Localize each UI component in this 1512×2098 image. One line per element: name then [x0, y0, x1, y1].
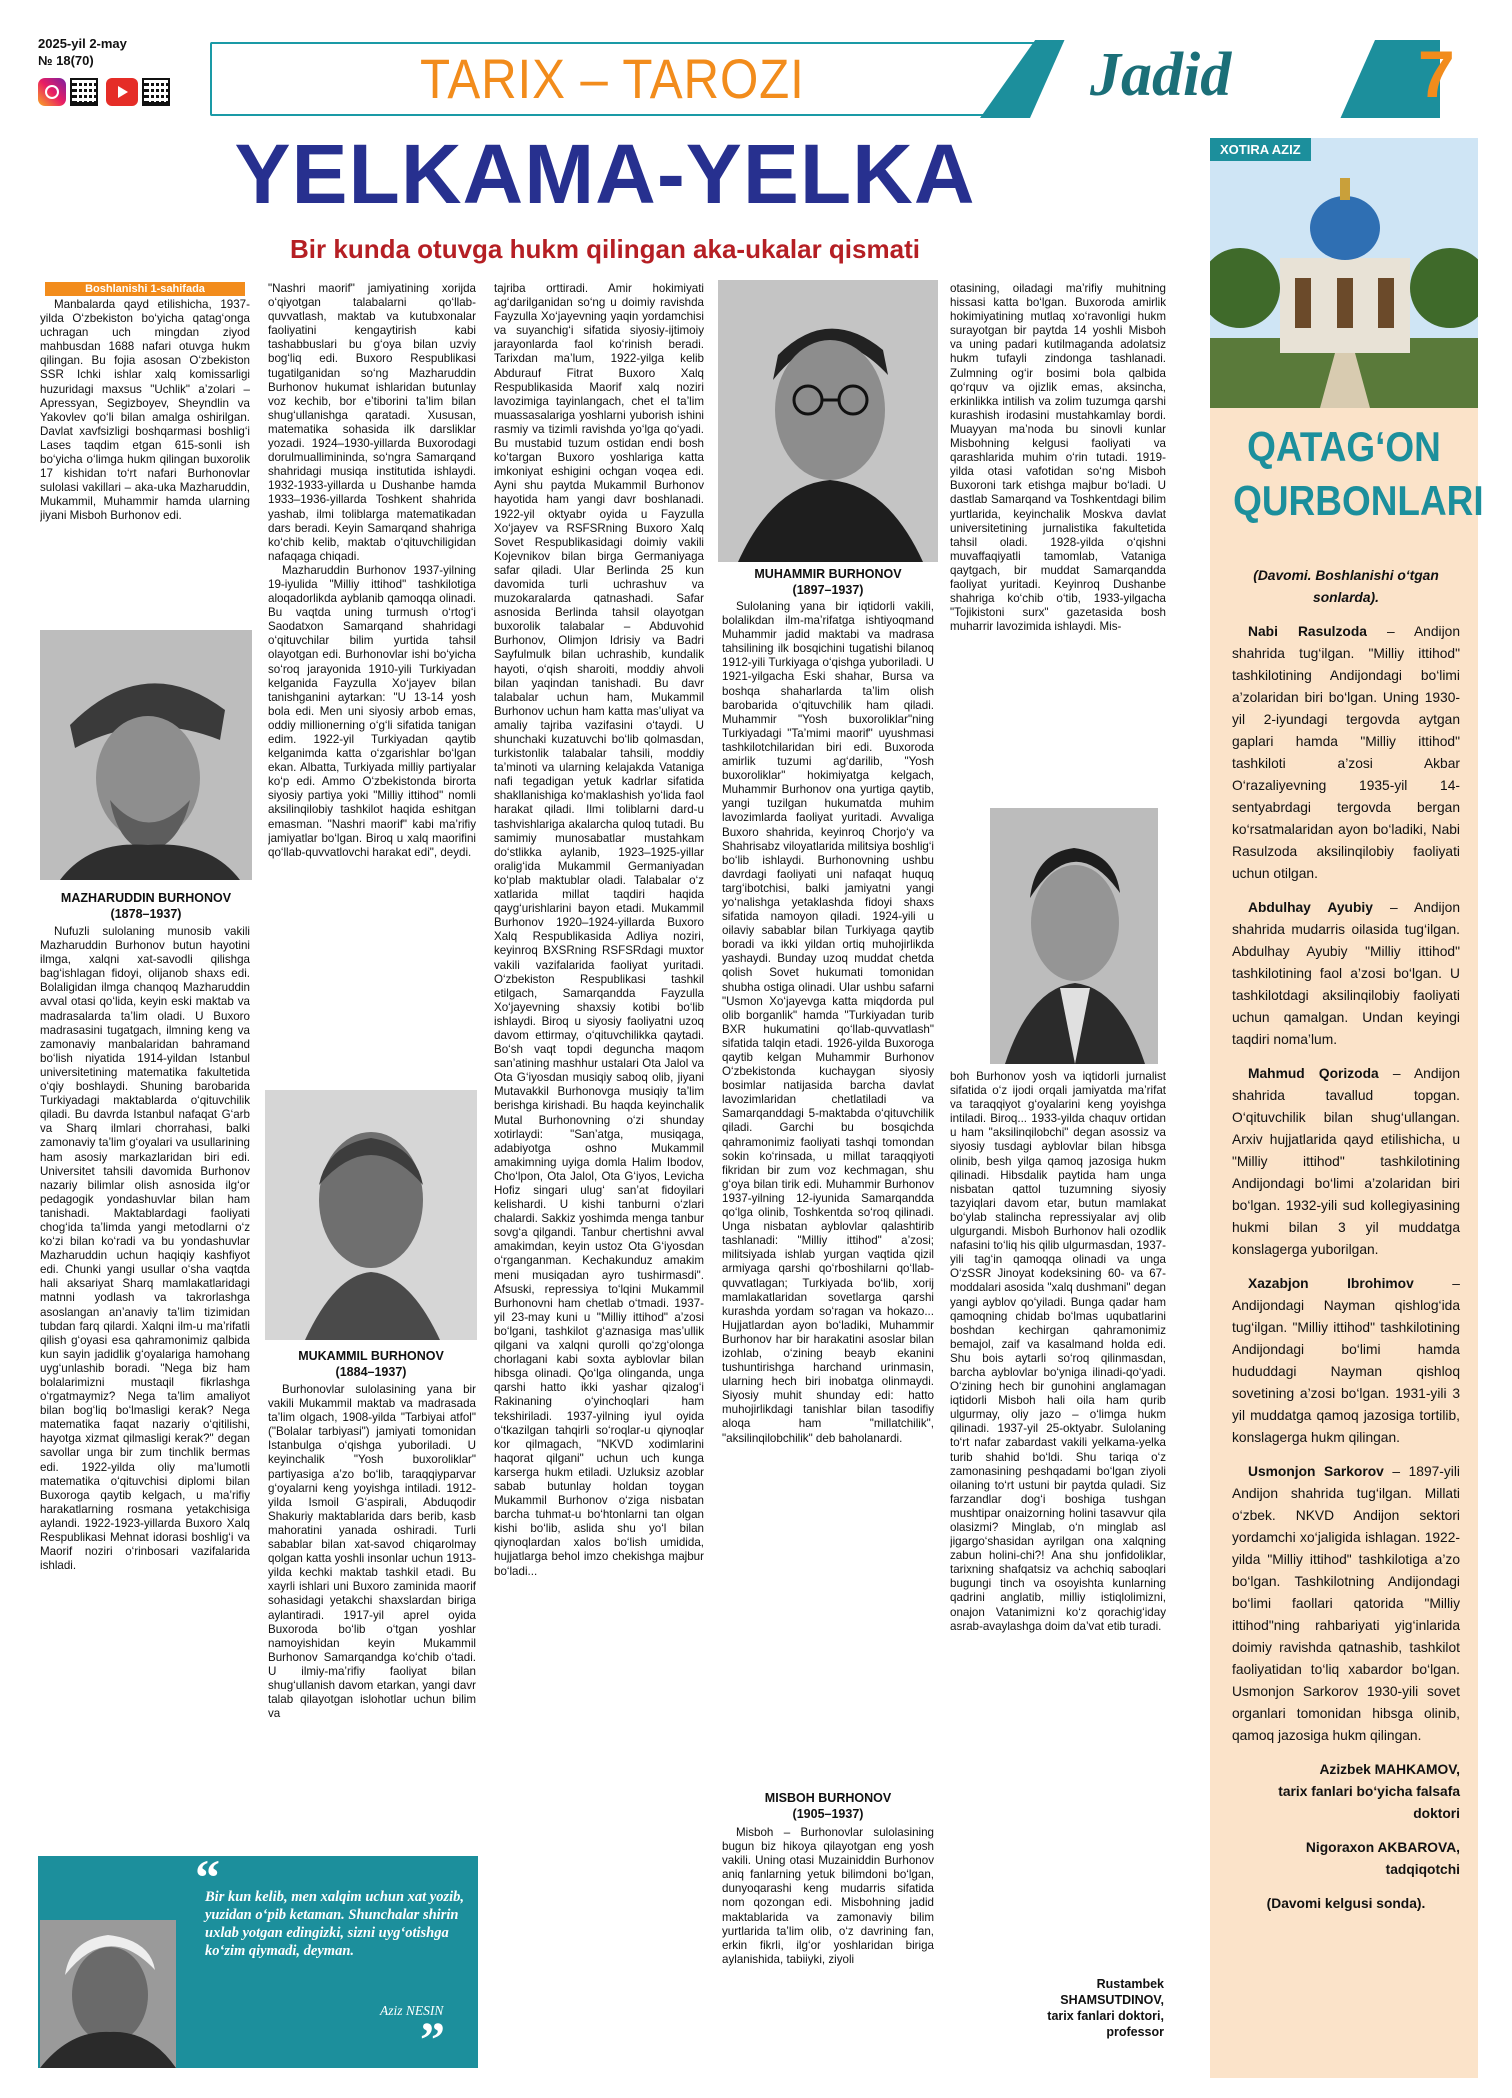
paragraph: tajriba orttiradi. Amir hokimiyati ag‘darilganidan so‘ng u doimiy ravishda Fayzulla Xo‘jayevning yaqin yordamchisi va suyanchig‘i sifatida siyosiy-ijtimoiy jarayonlarda faol ko‘rinish beradi. Tarixdan ma’lum, 1922-yilga kelib Abdurauf Fitrat Buxoro Xalq Respublikasida Maorif xalq noziri lavozimiga tayinlangach, chet el ta’lim muassasalariga yoshlarni yuborish ishini rasmiy va tizimli ravishda yo‘lga qo‘yadi. Bu mustabid tuzum ostidan endi bosh ko‘targan Buxoro yoshlariga katta imkoniyat eshigini ochgan voqea edi. Ayni shu paytda Mukammil Burhonov hayotida ham yangi davr boshlanadi. 1922-yil oktyabr oyida u Fayzulla Xo‘jayev va RSFSRning Buxoro Xalq Sovet Respublikasidagi doimiy vakili Kojevnikov bilan birga Germaniyaga safar qiladi. Ular Berlinda 25 kun davomida turli uchrashuv va muzokaralarda qatnashadi. Safar asnosida Berlinda tahsil olayotgan buxorolik talabalar – Abduvohid Burhonov, Olimjon Idrisiy va Badri Sayfulmulk bilan uchrashib, kundalik hayoti, o‘qish sharoiti, moddiy ahvoli bilan yaqindan tanishadi. Bu davr talabalar uchun ham, Mukammil Burhonov uchun ham katta mas’uliyat va amaliy tajriba vazifasini o‘taydi. U shunchaki kuzatuvchi bo‘lib qolmasdan, turkistonlik talabalar tahsili, moddiy ta’minoti va ularning kelajakda Vataniga nafi tegadigan yetuk kadrlar sifatida shakllanishiga ko‘maklashish yo‘lida faol harakat qiladi. Ilmi toliblarni dard-u tashvishlariga akalarcha quloq tutadi. Bu samimiy munosabatlar mustahkam do‘stlikka aylanib, 1923–1925-yillar oralig‘ida Mukammil Germaniyadan ko‘plab maktublar oladi. Talabalar o‘z xatlarida millat taqdiri haqida qayg‘urishlarini bayon etadi. Mukammil Burhonov 1920–1924-yillarda Buxoro Xalq Respublikasida Adliya noziri, keyinroq BXSRning RSFSRdagi muxtor vakili vazifalarida faoliyat yuritadi. O‘zbekiston Respublikasi tashkil etilgach, Samarqandda Fayzulla Xo‘jayevning shaxsiy kotibi bo‘lib ishlaydi. Biroq u siyosiy faoliyatni uzoq davom ettirmay, o‘qituvchilikka qaytadi. Bo‘sh vaqt topdi deguncha maqom san’atining mashhur ustalari Ota Jalol va Ota G‘iyosdan musiqiy saboq olib, jiyani Mutavakkil Burhonovga musiqiy ta’lim berishga kirishadi. Bu haqda keyinchalik Mutal Burhonovning o‘zi shunday xotirlaydi: "San’atga, musiqaga, adabiyotga oshno Mukammil amakimning uyiga domla Halim Ibodov, Cho‘lpon, Ota Jalol, Ota G‘iyos, Levicha Hofiz singari ulug‘ san’at fidoyilari kelishardi. U kishi tanburni o‘zlari chalardi. Sakkiz yoshimda menga tanbur sovg‘a qilgandi. Tanbur chertishni avval amakimdan, keyin ustoz Ota G‘iyosdan o‘rganganman. Kechakunduz amakim meni musiqadan ayro tushirmasdi". Afsuski, repressiya to‘lqini Mukammil Burhonovni ham chetlab o‘tmadi. 1937-yil 23-may kuni u "Milliy ittihod" a’zosi bo‘lgani, tashkilot g‘aznasiga mas’ullik qilgani va xalqni qurolli qo‘zg‘olonga chorlagani kabi soxta ayblovlar bilan hibsga olinadi. Qo‘lga olinganda, unga qarshi hatto ikki yashar qizalog‘i Rakinaning o‘yinchoqlari ham tekshiriladi. 1937-yilning iyul oyida o‘tkazilgan tahqirli so‘roqlar-u qiynoqlar kor qilmagach, "NKVD xodimlarini haqorat qilgani" uchun uch kunga karserga hukm etiladi. Uzluksiz azoblar sabab butunlay holdan toygan Mukammil Burhonov o‘ziga nisbatan barcha tuhmat-u bo‘htonlarni tan olgan kishi bo‘lib, aslida shu yo‘l bilan qiynoqlardan xalos bo‘lish umidida, hujjatlarga behol imzo chekishga majbur bo‘ladi... — [494, 282, 704, 1578]
portrait-misboh — [990, 808, 1158, 1064]
author-name: Nigoraxon AKBAROVA, — [1305, 1840, 1460, 1855]
caption-name: MAZHARUDDIN BURHONOV — [60, 891, 232, 905]
author-name: Azizbek MAHKAMOV, — [1319, 1762, 1460, 1777]
instagram-icon[interactable] — [38, 78, 66, 106]
entry-name: Abdulhay Ayubiy — [1248, 900, 1373, 915]
quote-open-icon: “ — [195, 1849, 220, 1905]
quote-close-icon: ” — [420, 2011, 445, 2067]
portrait-muhammir — [718, 280, 938, 562]
column-5-bottom — [950, 1070, 1166, 1970]
sidebar-author-2 — [1232, 1837, 1460, 1881]
caption-mazharuddin — [40, 890, 252, 922]
sidebar-entry — [1232, 1063, 1460, 1261]
portrait-mazharuddin — [40, 630, 252, 880]
paragraph: Mazharuddin Burhonov 1937-yilning 19-iyulida "Milliy ittihod" tashkilotiga aloqadorlikda ayblanib qamoqqa olinadi. Bu vaqtda uning turmush o‘rtog‘i Saodatxon Samarqand shahridagi o‘qituvchilar bilim yurtida tahsil olayotgan edi. Burhonovlar ishi bo‘yicha so‘roq jarayonida 1910-yili Turkiyadan kelganida Fayzulla Xo‘jayev bilan tanishganini aytarkan: "U 13-14 yosh bola edi. Men uni siyosiy arbob emas, oddiy millionerning o‘g‘li sifatida tanigan edim. 1922-yil Turkiyadan qaytib kelganimda katta o‘zgarishlar bo‘lgan ekan. Albatta, Turkiyada milliy partiyalar ko‘p edi. Ammo O‘zbekistonda birorta siyosiy partiya yoki "Milliy ittihod" nomli aksilinqilobiy tashkilot haqida eshitgan emasman. "Nashri maorif" kabi ma’rifiy jamiyatlar bo‘lgan. Biroq u xalq maorifini qo‘llab-quvvatlovchi harakat edi", deydi. — [268, 563, 476, 859]
paragraph: otasining, oiladagi ma’rifiy muhitning hissasi katta bo‘lgan. Buxoroda amirlik hokimiyatining mutlaq xo‘ravonligi hukm surayotgan bir paytda 14 yoshli Misboh va uning padari kutilmaganda adolatsiz hukm tufayli zindonga tashlanadi. Zulmning og‘ir bosimi bola qalbida qo‘rquv va ojizlik emas, aksincha, erkinlikka intilish va zolim tuzumga qarshi kurashish irodasini mustahkamlay bordi. Muayyan ma’noda bu sinovli kunlar Misbohning kelgusi faoliyati va qarashlarida muhim o‘rin tutadi. 1919-yilda otasi vafotidan so‘ng Misboh Buxoroni tark etishga majbur bo‘ladi. U dastlab Samarqand va Toshkentdagi bilim yurtlarida, keyinchalik Moskva davlat universitetining jurnalistika fakultetida tahsil oladi. 1928-yilda o‘qishni muvaffaqiyatli tamomlab, Vataniga qaytgach, bir muddat Samarqandda faoliyat yuritadi. Keyinroq Dushanbe shahriga ko‘chib o‘tib, 1933-yilgacha "Tojikistoni surx" gazetasida bosh muharrir lavozimida ishlaydi. Mis- — [950, 282, 1166, 634]
youtube-icon[interactable] — [106, 78, 138, 106]
article-signature — [1040, 1976, 1164, 2040]
sidebar-entry — [1232, 897, 1460, 1051]
paragraph: "Nashri maorif" jamiyatining xorijda o‘qiyotgan talabalarni qo‘llab-quvvatlash, maktab va kutubxonalar faoliyatini kengaytirish kabi tashabbuslari bu g‘oya bilan uzviy bog‘liq edi. Buxoro Respublikasi tugatilganidan so‘ng Mazharuddin Burhonov hukumat ishlaridan butunlay voz kechib, bor e’tiborini ta’lim bilan shug‘ullanishga qaratadi. Xususan, matematika sohasida ilk darsliklar yozadi. 1924–1930-yillarda Buxorodagi dorulmuallimininda, so‘ngra Samarqand shahridagi musiqa institutida ishlaydi. 1932-1933-yillarda u Dushanbe hamda 1933–1936-yillarda Toshkent shahrida yashab, ilmi toliblarga matematikadan dars beradi. Keyin Samarqand shahriga ko‘chib kelib, maktab o‘qituvchiligidan nafaqaga chiqadi. — [268, 282, 476, 563]
column-3 — [494, 282, 704, 2068]
quote-text: Bir kun kelib, men xalqim uchun xat yozib, yuzidan o‘pib ketaman. Shunchalar shirin uxlab yotgan edingizki, sizni uyg‘otishga ko‘zim qiymadi, deyman. — [205, 1889, 465, 1959]
qr-code-icon — [142, 78, 170, 106]
caption-muhammir — [718, 566, 938, 598]
caption-name: MUKAMMIL BURHONOV — [298, 1349, 444, 1363]
issue-date: 2025-yil 2-may — [38, 36, 127, 51]
sidebar-tag: XOTIRA AZIZ — [1210, 138, 1311, 161]
entry-name: Usmonjon Sarkorov — [1248, 1464, 1384, 1479]
issue-number: № 18(70) — [38, 53, 94, 68]
caption-years: (1905–1937) — [792, 1807, 864, 1821]
caption-name: MUHAMMIR BURHONOV — [754, 567, 902, 581]
entry-text: – Andijon shahrida tavallud topgan. O‘qituvchilik bilan shug‘ullangan. Arxiv hujjatlarida qayd etilishicha, u "Milliy ittihod" tashkilotining Andijondagi bo‘limi a’zolaridan biri bo‘lgan. 1932-yili sud kollegiyasining hukmi bilan 3 yil muddatga konslagerga yuborilgan. — [1232, 1066, 1461, 1257]
caption-misboh — [718, 1790, 938, 1822]
sidebar-author-1 — [1232, 1759, 1460, 1825]
article-headline: YELKAMA-YELKA — [234, 127, 976, 221]
column-4-bottom — [722, 1826, 934, 2068]
paragraph: boh Burhonov yosh va iqtidorli jurnalist sifatida o‘z ijodi orqali jamiyatda ma’rifat va taraqqiyot g‘oyalarini keng yoyishga intiladi. Biroq... 1933-yilda chaquv ortidan u ham "aksilinqilobchi" degan asossiz va siyosiy tusdagi ayblovlar bilan hibsga olinib, besh yilga qamoq jazosiga hukm qilinadi. Hibsdalik paytida ham unga nisbatan qattol tuzumning siyosiy tazyiqlari davom etar, butun mamlakat bo‘ylab stalincha repressiyalar avj olib ulgurgandi. Misboh Burhonov hali ozodlik nafasini to‘liq his qilib ulgurmasdan, 1937-yili tag‘in qamoqqa olinadi va unga O‘zSSR Jinoyat kodeksining 60- va 67-moddalari asosida "xalq dushmani" degan yangi ayblov qo‘yiladi. Bunga qadar ham qamoqning chidab bo‘lmas uqubatlarini boshdan kechirgan qahramonimiz bemajol, zaif va kasalmand holda edi. Shu bois aytarli so‘roq qilinmasdan, barcha ayblovlar bo‘yniga ilinadi-qo‘yadi. O‘zining hech bir gunohini anglamagan iqtidorli Misboh hali oila ham qurib ulgurmay, oliy jazo – o‘limga hukm qilinadi. 1937-yil 25-oktyabr. Sulolaning to‘rt nafar zabardast vakili yelkama-yelka turib shahid bo‘ldi. Shu tariqa o‘z zamonasining peshqadami bo‘lgan ziyoli oilaning to‘rt ustuni bir paytda quladi. Siz farzandlar dog‘i boshiga tushgan mushtipar onaizorning holini tasavvur qila olasizmi? Minglab, o‘n minglab asl jigargo‘shasidan ayrilgan ona xalqning zabun holini-chi?! Ana shu jonfidoliklar, tarixning shafqatsiz va achchiq saboqlari bugungi tinch va osoyishta kunlarning qadrini anglatib, milliy istiqlolimizni, onajon Vatanimizni ko‘z qorachig‘iday asrab-avaylashga doim da’vat etib turadi. — [950, 1070, 1166, 1633]
sidebar-entry — [1232, 1461, 1460, 1747]
sidebar-entry — [1232, 621, 1460, 885]
caption-years: (1878–1937) — [110, 907, 182, 921]
column-2-bottom — [268, 1383, 476, 1843]
caption-name: MISBOH BURHONOV — [764, 1791, 892, 1805]
caption-mukammil — [265, 1348, 477, 1380]
paragraph: Nufuzli sulolaning munosib vakili Mazharuddin Burhonov butun hayotini ilmga, xalqni xat-savodli qilishga bag‘ishlagan fidoyi, olijanob shaxs edi. Bolaligidan ilmga chanqoq Mazharuddin avval otasi qo‘lida, keyin eski maktab va madrasalarda ta’lim oladi. U Buxoro madrasasini tugatgach, ilmning keng va zamonaviy manbalaridan bahramand bo‘lish niyatida 1914-yildan Istanbul universitetining matematika fakultetida o‘qiy boshlaydi. Shuning barobarida Turkiyadagi maktablarda o‘qituvchilik qiladi. Bu davrda Istanbul nafaqat G‘arb va Sharq ilmlari chorrahasi, balki zamonaviy ta’lim g‘oyalari va usullarining ham asosiy markazlaridan biri edi. Universitet tahsili davomida Burhonov nazariy bilimlar olish asnosida ilg‘or pedagogik yondashuvlar bilan ham tanishadi. Maktablardagi faoliyati chog‘ida ta’limda yangi metodlarni o‘z ko‘zi bilan ko‘radi va bu yondashuvlar Mazharuddin uchun haqiqiy kashfiyot edi. Chunki yangi usullar o‘sha vaqtda hali aksariyat Sharq mamlakatlaridagi matnni yodlash va takrorlashga asoslangan an’anaviy ta’lim tizimidan tubdan farq qilardi. Xalqni ilm-u ma’rifatli qilish g‘oyasi esa qahramonimiz qalbida kun sayin jadidlik g‘oyalariga hamohang uyg‘unlashib boradi. "Nega biz ham bolalarimizni mustaqil fikrlashga o‘rgatmaymiz? Nega ta’lim amaliyot bilan bog‘liq bo‘lmasligi kerak? Nega matematika faqat nazariy o‘qitilishi, hayotga xizmat qilmasligi kerak?" degan savollar unga bir zum tinchlik bermas edi. 1922-yilda oliy ma’lumotli matematika o‘qituvchisi diplomi bilan Buxoroga qaytib kelgach, u ma’rifiy harakatlarning rosmana yetakchisiga aylandi. 1922-1923-yillarda Buxoro Xalq Respublikasi Mehnat idorasi boshlig‘i va Maorif noziri o‘rinbosari vazifalarida ishladi. — [40, 925, 250, 1573]
page-header — [0, 0, 1512, 126]
entry-text: – Andijon shahrida mudarris oilasida tug‘ilgan. Abdulhay Ayubiy "Milliy ittihod" tashkilotining faol a’zosi bo‘lgan. U tashkilotdagi aksilinqilobiy faoliyati uchun qamalgan. Undan keyingi taqdiri noma’lum. — [1232, 900, 1460, 1047]
entry-name: Nabi Rasulzoda — [1248, 624, 1367, 639]
sidebar-entry — [1232, 1273, 1460, 1449]
column-1-body — [40, 925, 250, 1845]
column-4-top — [722, 600, 934, 1790]
author-title: tarix fanlari doktori, professor — [1047, 2009, 1164, 2039]
sidebar-continued: (Davomi. Boshlanishi o‘tgan sonlarda). — [1253, 568, 1439, 605]
column-2-top — [268, 282, 476, 1088]
entry-text: – Andijondagi Nayman qishlog‘ida tug‘ilgan. "Milliy ittihod" tashkilotining Andijondagi bo‘limi hamda hududdagi Nayman qishloq sovetining a’zosi bo‘lgan. 1931-yili 3 yil muddatga qamoq jazosiga tortilib, konslagerga hukm qilingan. — [1232, 1276, 1460, 1445]
portrait-mukammil — [265, 1090, 477, 1340]
entry-text: – Andijon shahrida tug‘ilgan. "Milliy ittihod" tashkilotining Andijondagi bo‘limi a’zolaridan biri bo‘lgan. Uning 1930-yil 2-iyundagi tergovda aytgan gaplari hamda "Milliy ittihod" tashkiloti a’zosi Akbar O‘razaliyevning 1935-yil 14-sentyabrdagi tergovda bergan ko‘rsatmalaridan ayon bo‘ladiki, Nabi Rasulzoda aksilinqilobiy faoliyati uchun otilgan. — [1232, 624, 1460, 881]
qr-code-icon — [70, 78, 98, 106]
paragraph: Sulolaning yana bir iqtidorli vakili, bolalikdan ilm-ma’rifatga ishtiyoqmand Muhammir jadid maktabi va madrasa tahsilining ilk bosqichini tugatishi bilanoq 1912-yili Turkiyaga o‘qishga yuboriladi. U 1921-yilgacha Eski shahar, Bursa va boshqa shaharlarda ta’lim olish barobarida o‘qituvchilik ham qiladi. Muhammir "Yosh buxoroliklar"ning Turkiyadagi "Ta’mimi maorif" uyushmasi tashkilotchilaridan biri edi. Buxoroda amirlik tuzumi ag‘darilib, "Yosh buxoroliklar" hokimiyatga kelgach, Muhammir Burhonov ona yurtiga qaytib, yangi tuzilgan hukumatda muhim lavozimlarda faoliyat yuritadi. Avvaliga Buxoro shahrida, keyinroq Chorjo‘y va Shahrisabz viloyatlarida militsiya boshlig‘i bo‘lib ishlaydi. Burhonovning ushbu davrdagi faoliyati uni nafaqat huquq targ‘ibotchisi, balki jamiyatni yangi yo‘nalishga yetaklashda fidoyi shaxs sifatida namoyon qiladi. 1924-yili u oilaviy sabablar bilan Turkiyaga qaytib boradi va ikki yildan ortiq muhojirlikda yashaydi. Bunday uzoq muddat chetda qolish Sovet hukumati tomonidan shubha ostiga olinadi. Ular ushbu safarni "Usmon Xo‘jayevga katta miqdorda pul olib borganlik" hamda "Turkiyadan turib BXR hukumatini qo‘llab-quvvatlash" sifatida talqin etadi. 1926-yilda Buxoroga qaytib kelgan Muhammir Burhonov O‘zbekistonda kuchaygan siyosiy bosimlar natijasida barcha davlat lavozimlaridan chetlatiladi va Samarqanddagi 5-maktabda o‘qituvchilik qiladi. Garchi bu bosqichda qahramonimiz faoliyati tashqi tomondan sokin ko‘rinsada, u millat taraqqiyoti fikridan bir zum voz kechmagan, shu g‘oya bilan tirik edi. Muhammir Burhonov 1937-yilning 12-iyunida Samarqandda qo‘lga olinib, Toshkentda so‘roq qilinadi. Unga nisbatan ayblovlar qalashtirib tashlanadi: "Milliy ittihod" a’zosi; militsiyada ishlab yurgan vaqtida qizil armiyaga qarshi qo‘rboshilarni qo‘llab-quvvatlagan; Turkiyada bo‘lib, xorij mamlakatlaridan sovetlarga qarshi kurashda yordam so‘ragan va hokazo... Hujjatlardan ayon bo‘ladiki, Muhammir Burhonov har bir harakatini asoslar bilan izohlab, o‘zining beayb ekanini tushuntirishga harchand urinmasin, ularning hech biri inobatga olinmaydi. Siyosiy muhit shunday edi: hatto muhojirlikdagi tanishlar bilan tasodifiy aloqa ham "millatchilik", "aksilinqilobchilik" deb baholanardi. — [722, 600, 934, 1445]
author-name: Rustambek SHAMSUTDINOV, — [1060, 1977, 1164, 2007]
sidebar-text — [1232, 565, 1460, 1927]
caption-years: (1884–1937) — [335, 1365, 407, 1379]
sidebar-end-note: (Davomi kelgusi sonda). — [1266, 1896, 1426, 1911]
entry-text: – 1897-yili Andijon shahrida tug‘ilgan. Millati o‘zbek. NKVD Andijon sektori yordamchi xo‘jaligida ishlagan. 1922-yilda "Milliy ittihod" tashkilotiga a’zo bo‘lgan. Tashkilotning Andijondagi bo‘limi faollari qatorida "Milliy ittihod"ning rahbariyati yig‘inlarida doimiy ravishda qatnashib, tashkilot faoliyatidan to‘liq xabardor bo‘lgan. Usmonjon Sarkorov 1930-yili sovet organlari tomonidan hibsga olinib, qamoq jazosiga hukm qilingan. — [1232, 1464, 1460, 1743]
continued-tag: Boshlanishi 1-sahifada — [45, 282, 245, 296]
social-links — [38, 78, 170, 106]
column-1-intro — [40, 282, 250, 627]
page-number: 7 — [1418, 37, 1455, 111]
rubric-title: TARIX – TAROZI — [420, 47, 805, 110]
column-5-top — [950, 282, 1166, 802]
caption-years: (1897–1937) — [792, 583, 864, 597]
memorial-photo — [1210, 138, 1478, 408]
paragraph: Misboh – Burhonovlar sulolasining bugun biz hikoya qilayotgan eng yosh vakili. Uning otasi Muzainiddin Burhonov aniq fanlarning yetuk bilimdoni bo‘lgan, dunyoqarashi keng mudarris sifatida nom qozongan edi. Misbohning jadid maktablarida va zamonaviy bilim yurtlarida ta’lim olib, o‘z davrining fan, erkin fikrli, ilg‘or yoshlaridan biriga aylanishida, tabiiyki, ziyoli — [722, 1826, 934, 1966]
paragraph: Burhonovlar sulolasining yana bir vakili Mukammil maktab va madrasada ta’lim olgach, 1908-yilda "Tarbiyai atfol" ("Bolalar tarbiyasi") jamiyati tomonidan Istanbulga o‘qishga yuboriladi. U keyinchalik "Yosh buxoroliklar" partiyasiga a’zo bo‘lib, taraqqiyparvar g‘oyalarni keng yoyishga intiladi. 1912-yilda Ismoil G‘aspirali, Abduqodir Shakuriy maktablarida dars berib, kasb mahoratini yanada oshiradi. Turli sabablar bilan xat-savod chiqarolmay qolgan katta yoshli insonlar uchun 1913-yilda kechki maktab tashkil etadi. Bu xayrli ishlari uni Buxoro zaminida maorif sohasidagi yetakchi shaxslardan biriga aylantiradi. 1917-yil aprel oyida Buxoroda bo‘lib o‘tgan yoshlar namoyishidan keyin Mukammil Burhonov Samarqandga ko‘chib o‘tadi. U ilmiy-ma’rifiy faoliyat bilan shug‘ullanish davom etarkan, yangi davr talab qilayotgan islohotlar uchun bilim va — [268, 1383, 476, 1721]
article-subheadline: Bir kunda otuvga hukm qilingan aka-ukalar qismati — [290, 234, 920, 264]
paragraph: Manbalarda qayd etilishicha, 1937-yilda O‘zbekiston bo‘yicha qatag‘onga uchragan uch mingdan ziyod mahbusdan 1688 nafari otuvga hukm qilingan. Bu fojia asosan O‘zbekiston SSR Ichki ishlar xalq komissarligi huzuridagi maxsus "Uchlik" a’zolari – Apressyan, Segizboyev, Sheyndlin va Yakovlev qo‘li bilan amalga oshirilgan. Davlat xavfsizligi boshqarmasi boshlig‘i Lases taqdim etgan 615-sonli ish bo‘yicha o‘limga hukm qilingan buxorolik 17 kishidan to‘rt nafari Burhonovlar sulolasi vakillari – aka-uka Mazharuddin, Mukammil, Muhammir hamda ularning jiyani Misboh Burhonov edi. — [40, 298, 250, 523]
newspaper-logo: Jadid — [1090, 41, 1232, 109]
entry-name: Mahmud Qorizoda — [1248, 1066, 1379, 1081]
author-title: tadqiqotchi — [1385, 1862, 1460, 1877]
quote-author-portrait — [40, 1920, 176, 2068]
quote-author: Aziz NESIN — [380, 2003, 444, 2018]
entry-name: Xazabjon Ibrohimov — [1248, 1276, 1414, 1291]
sidebar-title: QATAG‘ON QURBONLARI — [1233, 423, 1484, 524]
author-title: tarix fanlari bo‘yicha falsafa doktori — [1278, 1784, 1460, 1821]
